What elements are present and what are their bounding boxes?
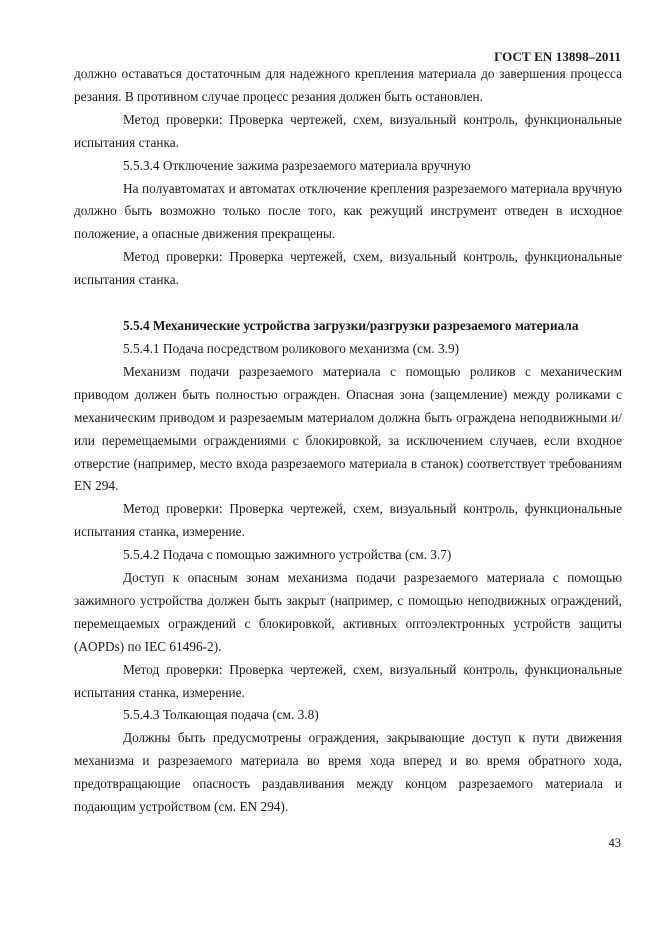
paragraph-manual-release: На полуавтоматах и автоматах отключение крепления разрезаемого материала вручную должно быть возможно только после того, как режущий инструмент отведен в исходное положение, а опасные движения прекращены. xyxy=(74,180,622,242)
clause-heading-5-5-3-4: 5.5.3.4 Отключение зажима разрезаемого материала вручную xyxy=(123,157,471,173)
paragraph-test-method: Метод проверки: Проверка чертежей, схем, визуальный контроль, функциональные испытания станка, измерение. xyxy=(74,661,622,700)
paragraph-test-method: Метод проверки: Проверка чертежей, схем, визуальный контроль, функциональные испытания станка. xyxy=(74,111,622,150)
clause-heading-5-5-4-2: 5.5.4.2 Подача с помощью зажимного устройства (см. 3.7) xyxy=(123,547,452,563)
paragraph-clamp-feed: Доступ к опасным зонам механизма подачи разрезаемого материала с помощью зажимного устройства должен быть закрыт (например, с помощью неподвижных ограждений, перемещаемых ограждений с блокировкой, активных оптоэлектронных устройств защиты (AOPDs) по IEC 61496-2). xyxy=(74,570,622,654)
paragraph-push-feed: Должны быть предусмотрены ограждения, закрывающие доступ к пути движения механизма и разрезаемого материала во время хода вперед и во время обратного хода, предотвращающие опасность раздавливания между концом разрезаемого материала и подающим устройством (см. EN 294). xyxy=(74,730,622,815)
body-text xyxy=(74,63,622,819)
clause-heading-5-5-4-3: 5.5.4.3 Толкающая подача (см. 3.8) xyxy=(123,707,319,723)
standard-designation: ГОСТ EN 13898–2011 xyxy=(494,49,621,64)
paragraph-test-method: Метод проверки: Проверка чертежей, схем, визуальный контроль, функциональные испытания станка, измерение. xyxy=(74,501,622,540)
section-heading-5-5-4: 5.5.4 Механические устройства загрузки/разгрузки разрезаемого материала xyxy=(123,318,579,334)
paragraph-roller-feed: Механизм подачи разрезаемого материала с помощью роликов с механическим приводом должен быть полностью огражден. Опасная зона (защемление) между роликами с механическим приводом и разрезаемым материалом должна быть ограждена неподвижными и/или перемещаемыми ограждениями с блокировкой, за исключением случаев, если входное отверстие (например, место входа разрезаемого материала в станок) соответствует требованиям EN 294. xyxy=(74,363,622,494)
paragraph-continuation: должно оставаться достаточным для надежного крепления материала до завершения процесса резания. В противном случае процесс резания должен быть остановлен. xyxy=(74,66,622,104)
page-number: 43 xyxy=(608,836,621,850)
clause-heading-5-5-4-1: 5.5.4.1 Подача посредством роликового механизма (см. 3.9) xyxy=(123,340,460,356)
paragraph-test-method: Метод проверки: Проверка чертежей, схем, визуальный контроль, функциональные испытания станка. xyxy=(74,249,622,288)
